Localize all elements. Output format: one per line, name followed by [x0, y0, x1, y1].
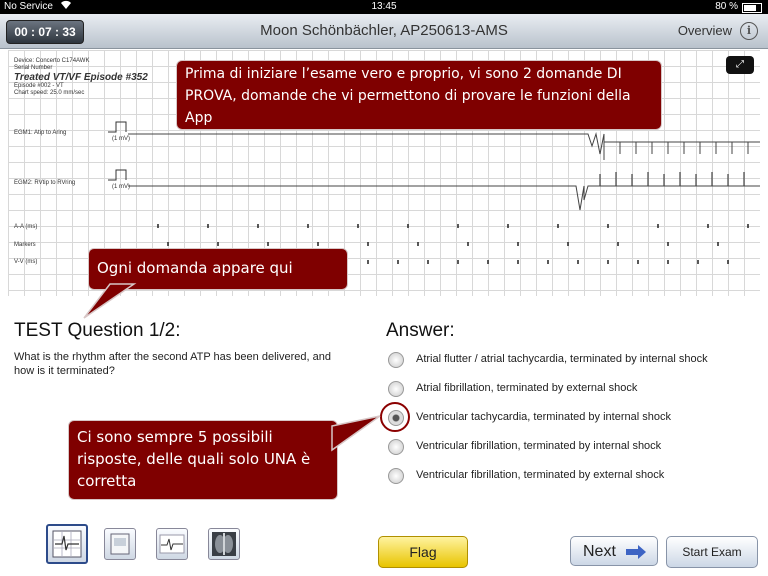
- answer-option[interactable]: [386, 379, 756, 401]
- radio-button-selected[interactable]: [388, 410, 404, 426]
- ecg-scale-2: (1 mV): [112, 184, 130, 190]
- waveform-button[interactable]: [156, 528, 188, 560]
- page-title: Moon Schönbächler, AP250613-AMS: [260, 22, 508, 39]
- waveform-icon: [157, 529, 187, 559]
- callout-question-here: Ogni domanda appare qui: [88, 248, 348, 290]
- callout-answers: Ci sono sempre 5 possibili risposte, delle quali solo UNA è corretta: [68, 420, 338, 500]
- status-bar: [0, 0, 768, 14]
- document-icon: [105, 529, 135, 559]
- answer-option[interactable]: [386, 350, 756, 372]
- answer-title: Answer:: [386, 320, 455, 341]
- ecg-egm2-label: EGM2: RVtip to RVring: [14, 180, 76, 186]
- answer-option-label: Ventricular tachycardia, terminated by internal shock: [416, 411, 671, 423]
- info-icon[interactable]: i: [740, 22, 758, 40]
- ecg-grid-icon: [48, 526, 86, 562]
- next-label: Next: [583, 543, 616, 560]
- next-button[interactable]: [570, 536, 658, 566]
- ecg-serial: Serial Number: [14, 65, 53, 71]
- radio-button[interactable]: [388, 439, 404, 455]
- answer-option-label: Ventricular fibrillation, terminated by external shock: [416, 469, 665, 481]
- ecg-markers-label: Markers: [14, 242, 36, 248]
- ecg-scale-1: (1 mV): [112, 136, 130, 142]
- nav-bar: [0, 14, 768, 49]
- status-time: 13:45: [371, 1, 397, 12]
- arrow-right-icon: [625, 545, 647, 559]
- ecg-egm1-label: EGM1: Atip to Aring: [14, 130, 67, 136]
- question-title: TEST Question 1/2:: [14, 320, 181, 341]
- ecg-aa-label: A-A (ms): [14, 224, 38, 230]
- answer-option[interactable]: [386, 437, 756, 459]
- battery-percent: 80 %: [715, 1, 738, 12]
- answer-option-label: Atrial fibrillation, terminated by external shock: [416, 382, 638, 394]
- battery-icon: [742, 3, 762, 13]
- answer-option[interactable]: [386, 466, 756, 488]
- answer-option-label: Ventricular fibrillation, terminated by internal shock: [416, 440, 662, 452]
- xray-button[interactable]: [208, 528, 240, 560]
- ecg-grid-button[interactable]: [46, 524, 88, 564]
- answer-option-selected[interactable]: [386, 408, 756, 430]
- document-button[interactable]: [104, 528, 136, 560]
- callout-pointer-question: [60, 282, 140, 322]
- callout-intro: Prima di iniziare l’esame vero e proprio, vi sono 2 domande DI PROVA, domande che vi permettono di provare le funzioni della App: [176, 60, 662, 130]
- expand-icon[interactable]: ⤢: [726, 56, 754, 74]
- radio-button[interactable]: [388, 381, 404, 397]
- answer-option-label: Atrial flutter / atrial tachycardia, terminated by internal shock: [416, 353, 708, 365]
- xray-icon: [209, 529, 239, 559]
- radio-button[interactable]: [388, 352, 404, 368]
- start-exam-button[interactable]: Start Exam: [666, 536, 758, 568]
- carrier-label: No Service: [4, 1, 53, 12]
- radio-button[interactable]: [388, 468, 404, 484]
- exam-timer: 00 : 07 : 33: [6, 20, 84, 44]
- overview-button[interactable]: Overview: [677, 23, 732, 38]
- ecg-vv-label: V-V (ms): [14, 259, 38, 265]
- question-text: What is the rhythm after the second ATP has been delivered, and how is it terminated?: [14, 351, 331, 377]
- ecg-chart-speed: Chart speed: 25.0 mm/sec: [14, 90, 85, 96]
- callout-pointer-answers: [330, 410, 390, 460]
- ecg-episode: Treated VT/VF Episode #352: [14, 72, 148, 83]
- ecg-device: Device: Concerto C174AWK: [14, 58, 90, 64]
- flag-button[interactable]: Flag: [378, 536, 468, 568]
- ecg-episode-sub: Episode #002 - VT: [14, 83, 64, 89]
